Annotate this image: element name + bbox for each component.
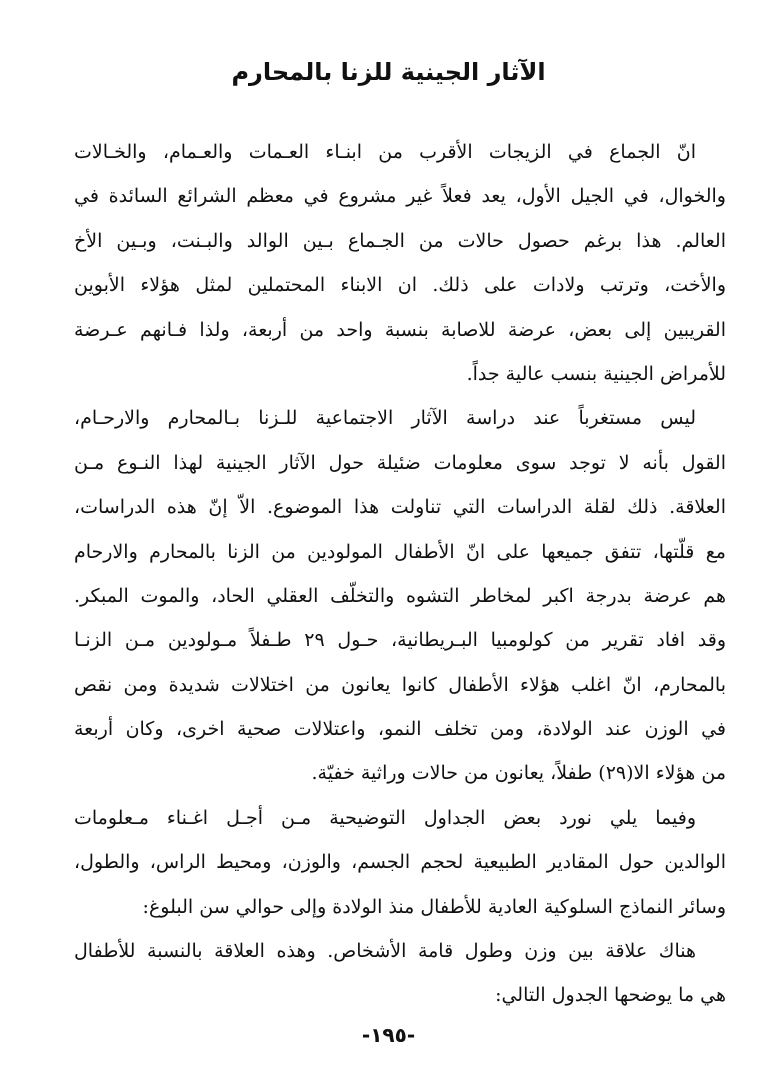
text-line: من هؤلاء الا(٢٩) طفلاً، يعانون من حالات وراثية خفيّة.: [311, 762, 726, 785]
text-line: العالم. هذا برغم حصول حالات من الجـماع بـين الوالد والبـنت، وبـين الأخ: [74, 229, 726, 252]
text-line: ليس مستغرباً عند دراسة الآثار الاجتماعية للـزنا بـالمحارم والارحـام،: [74, 407, 696, 430]
text-line: والخوال، في الجيل الأول، يعد فعلاً غير مشروع في معظم الشرائع السائدة في: [74, 185, 726, 208]
text-line: للأمراض الجينية بنسب عالية جداً.: [466, 362, 726, 385]
text-line: القول بأنه لا توجد سوى معلومات ضئيلة حول الآثار الجينية لهذا النـوع مـن: [74, 451, 726, 474]
text-line: في الوزن عند الولادة، ومن تخلف النمو، واعتلالات صحية اخرى، وكان أربعة: [74, 718, 726, 741]
text-line: وفيما يلي نورد بعض الجداول التوضيحية مـن أجـل اغـناء مـعلومات: [74, 806, 696, 829]
text-line: هناك علاقة بين وزن وطول قامة الأشخاص. وهذه العلاقة بالنسبة للأطفال: [74, 940, 696, 963]
text-line: بالمحارم، انّ اغلب هؤلاء الأطفال كانوا يعانون من اختلالات شديدة ومن نقص: [74, 673, 726, 696]
text-line: الوالدين حول المقادير الطبيعية لحجم الجسم، والوزن، ومحيط الراس، والطول،: [74, 851, 726, 874]
text-line: وقد افاد تقرير من كولومبيا البـريطانية، حـول ٢٩ طـفلاً مـولودين مـن الزنـا: [74, 629, 726, 652]
text-line: مع قلّتها، تتفق جميعها على انّ الأطفال المولودين من الزنا بالمحارم والارحام: [74, 540, 726, 563]
text-line: والأخت، وترتب ولادات على ذلك. ان الابناء المحتملين لمثل هؤلاء الأبوين: [74, 274, 726, 297]
text-line: وسائر النماذج السلوكية العادية للأطفال منذ الولادة وإلى حوالي سن البلوغ:: [142, 895, 726, 918]
body-text: [74, 130, 726, 1018]
text-line: هم عرضة بدرجة اكبر لمخاطر التشوه والتخلّف العقلي الحاد، والموت المبكر.: [74, 584, 726, 607]
page-title: الآثار الجينية للزنا بالمحارم: [231, 58, 546, 86]
page-number: -١٩٥-: [361, 1023, 416, 1047]
text-line: انّ الجماع في الزيجات الأقرب من ابنـاء العـمات والعـمام، والخـالات: [74, 141, 696, 163]
text-line: العلاقة. ذلك لقلة الدراسات التي تناولت هذا الموضوع. الاّ إنّ هذه الدراسات،: [74, 496, 726, 519]
text-line: القريبين إلى بعض، عرضة للاصابة بنسبة واحد من أربعة، ولذا فـانهم عـرضة: [74, 318, 726, 341]
text-line: هي ما يوضحها الجدول التالي:: [495, 984, 726, 1007]
